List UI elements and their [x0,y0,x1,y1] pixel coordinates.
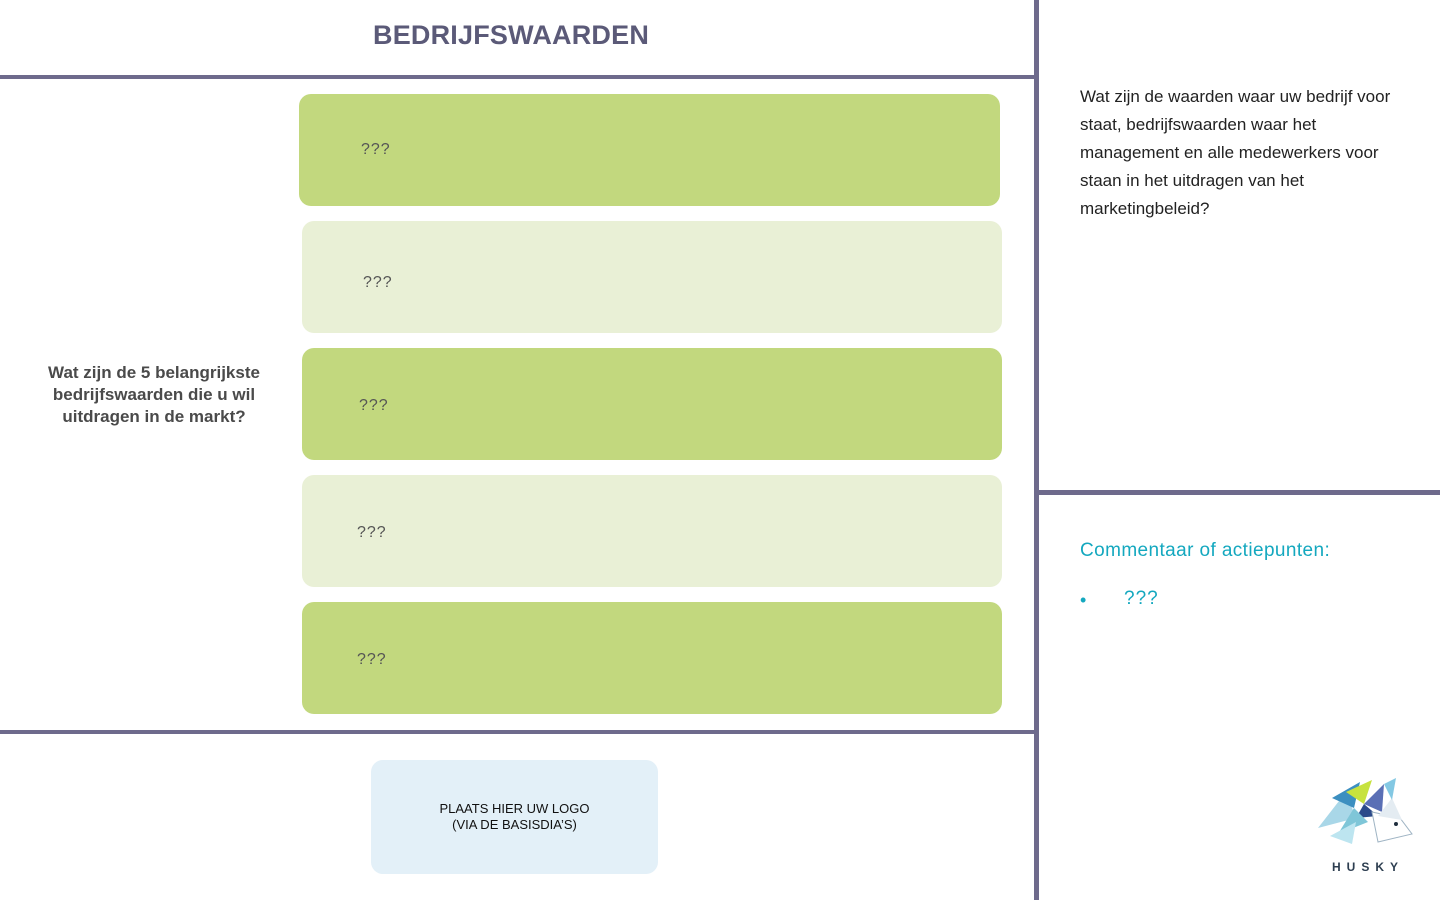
value-box-1[interactable] [299,94,1000,206]
page-title: BEDRIJFSWAARDEN [373,20,650,50]
value-label-2: ??? [363,274,393,291]
intro-question: Wat zijn de waarden waar uw bedrijf voor staat, bedrijfswaarden waar het management en alle medewerkers voor staan in het uitdragen van het marketingbeleid? [1080,87,1391,218]
right-section-divider [1039,490,1440,495]
value-label-5: ??? [357,651,387,668]
title-divider [0,75,1036,79]
value-box-5[interactable] [302,602,1002,714]
bullet-icon: • [1080,590,1087,610]
values-question: Wat zijn de 5 belangrijkste bedrijfswaarden die u wil uitdragen in de markt? [48,363,260,426]
value-box-4[interactable] [302,475,1002,587]
bottom-divider [0,730,1036,734]
value-box-2[interactable] [302,221,1002,333]
logo-placeholder[interactable] [371,760,658,874]
husky-wolf-logo-icon [1312,778,1418,848]
logo-placeholder-text: PLAATS HIER UW LOGO (VIA DE BASISDIA’S) [439,801,590,832]
value-label-4: ??? [357,524,387,541]
value-label-3: ??? [359,397,389,414]
center-vertical-divider [1034,0,1039,900]
brand-name: HUSKY [1331,860,1404,874]
comment-heading: Commentaar of actiepunten: [1080,540,1331,561]
value-label-1: ??? [361,141,391,158]
value-box-3[interactable] [302,348,1002,460]
comment-item[interactable]: ??? [1124,588,1159,609]
